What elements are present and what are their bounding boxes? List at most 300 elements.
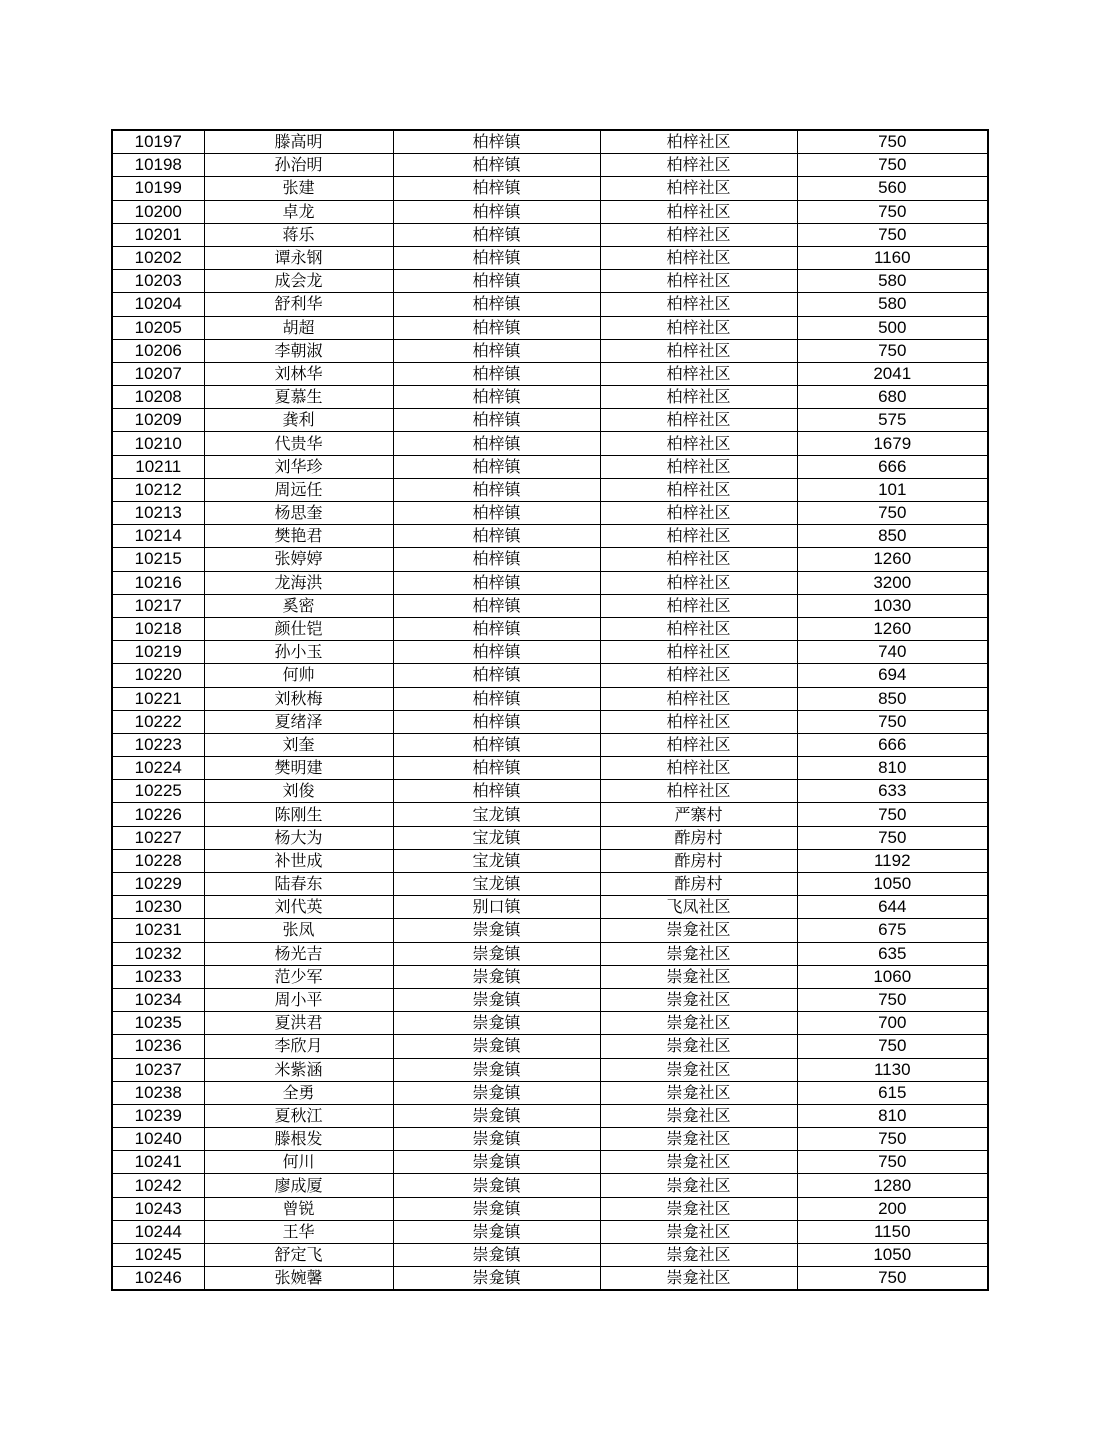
- id-cell: 10222: [112, 710, 204, 733]
- town-cell: 崇龛镇: [393, 1267, 600, 1291]
- name-cell: 胡超: [204, 316, 393, 339]
- id-cell: 10237: [112, 1058, 204, 1081]
- table-row: [112, 270, 988, 293]
- name-cell: 成会龙: [204, 270, 393, 293]
- id-cell: 10205: [112, 316, 204, 339]
- table-row: [112, 780, 988, 803]
- amount-cell: 750: [797, 223, 988, 246]
- table-row: [112, 502, 988, 525]
- town-cell: 柏梓镇: [393, 617, 600, 640]
- town-cell: 崇龛镇: [393, 1081, 600, 1104]
- amount-cell: 750: [797, 826, 988, 849]
- town-cell: 柏梓镇: [393, 687, 600, 710]
- amount-cell: 750: [797, 154, 988, 177]
- amount-cell: 560: [797, 177, 988, 200]
- name-cell: 孙治明: [204, 154, 393, 177]
- table-row: [112, 687, 988, 710]
- name-cell: 王华: [204, 1220, 393, 1243]
- id-cell: 10244: [112, 1220, 204, 1243]
- name-cell: 陈刚生: [204, 803, 393, 826]
- name-cell: 廖成厦: [204, 1174, 393, 1197]
- name-cell: 代贵华: [204, 432, 393, 455]
- name-cell: 周小平: [204, 988, 393, 1011]
- town-cell: 柏梓镇: [393, 270, 600, 293]
- community-cell: 崇龛社区: [600, 1081, 797, 1104]
- table-row: [112, 177, 988, 200]
- name-cell: 谭永钢: [204, 246, 393, 269]
- amount-cell: 675: [797, 919, 988, 942]
- community-cell: 柏梓社区: [600, 780, 797, 803]
- table-row: [112, 293, 988, 316]
- name-cell: 龚利: [204, 409, 393, 432]
- name-cell: 卓龙: [204, 200, 393, 223]
- community-cell: 柏梓社区: [600, 154, 797, 177]
- amount-cell: 1160: [797, 246, 988, 269]
- amount-cell: 575: [797, 409, 988, 432]
- table-row: [112, 664, 988, 687]
- id-cell: 10242: [112, 1174, 204, 1197]
- town-cell: 崇龛镇: [393, 965, 600, 988]
- id-cell: 10225: [112, 780, 204, 803]
- community-cell: 酢房村: [600, 849, 797, 872]
- table-row: [112, 200, 988, 223]
- amount-cell: 1150: [797, 1220, 988, 1243]
- name-cell: 刘俊: [204, 780, 393, 803]
- name-cell: 杨光吉: [204, 942, 393, 965]
- name-cell: 陆春东: [204, 873, 393, 896]
- community-cell: 柏梓社区: [600, 502, 797, 525]
- name-cell: 张婉馨: [204, 1267, 393, 1291]
- community-cell: 柏梓社区: [600, 130, 797, 154]
- amount-cell: 750: [797, 1128, 988, 1151]
- id-cell: 10198: [112, 154, 204, 177]
- name-cell: 夏慕生: [204, 386, 393, 409]
- id-cell: 10202: [112, 246, 204, 269]
- town-cell: 柏梓镇: [393, 664, 600, 687]
- name-cell: 舒定飞: [204, 1244, 393, 1267]
- id-cell: 10228: [112, 849, 204, 872]
- community-cell: 崇龛社区: [600, 919, 797, 942]
- amount-cell: 850: [797, 525, 988, 548]
- table-row: [112, 1174, 988, 1197]
- town-cell: 柏梓镇: [393, 432, 600, 455]
- table-row: [112, 409, 988, 432]
- community-cell: 柏梓社区: [600, 478, 797, 501]
- community-cell: 崇龛社区: [600, 1267, 797, 1291]
- name-cell: 颜仕铠: [204, 617, 393, 640]
- town-cell: 崇龛镇: [393, 942, 600, 965]
- amount-cell: 700: [797, 1012, 988, 1035]
- community-cell: 柏梓社区: [600, 223, 797, 246]
- id-cell: 10239: [112, 1104, 204, 1127]
- table-row: [112, 316, 988, 339]
- id-cell: 10227: [112, 826, 204, 849]
- town-cell: 柏梓镇: [393, 362, 600, 385]
- community-cell: 柏梓社区: [600, 409, 797, 432]
- table-row: [112, 525, 988, 548]
- town-cell: 柏梓镇: [393, 154, 600, 177]
- community-cell: 飞凤社区: [600, 896, 797, 919]
- id-cell: 10203: [112, 270, 204, 293]
- community-cell: 柏梓社区: [600, 339, 797, 362]
- town-cell: 柏梓镇: [393, 733, 600, 756]
- id-cell: 10208: [112, 386, 204, 409]
- name-cell: 舒利华: [204, 293, 393, 316]
- table-row: [112, 1128, 988, 1151]
- amount-cell: 1260: [797, 617, 988, 640]
- name-cell: 刘华珍: [204, 455, 393, 478]
- id-cell: 10230: [112, 896, 204, 919]
- name-cell: 滕根发: [204, 1128, 393, 1151]
- community-cell: 崇龛社区: [600, 1128, 797, 1151]
- town-cell: 柏梓镇: [393, 177, 600, 200]
- name-cell: 龙海洪: [204, 571, 393, 594]
- amount-cell: 740: [797, 641, 988, 664]
- name-cell: 夏洪君: [204, 1012, 393, 1035]
- name-cell: 刘奎: [204, 733, 393, 756]
- name-cell: 刘代英: [204, 896, 393, 919]
- table-row: [112, 386, 988, 409]
- town-cell: 崇龛镇: [393, 1058, 600, 1081]
- amount-cell: 633: [797, 780, 988, 803]
- community-cell: 柏梓社区: [600, 548, 797, 571]
- id-cell: 10223: [112, 733, 204, 756]
- id-cell: 10246: [112, 1267, 204, 1291]
- table-row: [112, 478, 988, 501]
- table-row: [112, 710, 988, 733]
- community-cell: 柏梓社区: [600, 664, 797, 687]
- table-row: [112, 130, 988, 154]
- town-cell: 柏梓镇: [393, 409, 600, 432]
- table-body: [112, 130, 988, 1290]
- community-cell: 柏梓社区: [600, 571, 797, 594]
- amount-cell: 200: [797, 1197, 988, 1220]
- table-row: [112, 1081, 988, 1104]
- amount-cell: 750: [797, 1035, 988, 1058]
- amount-cell: 750: [797, 130, 988, 154]
- town-cell: 崇龛镇: [393, 1151, 600, 1174]
- table-row: [112, 1244, 988, 1267]
- town-cell: 柏梓镇: [393, 246, 600, 269]
- town-cell: 崇龛镇: [393, 1220, 600, 1243]
- id-cell: 10218: [112, 617, 204, 640]
- town-cell: 柏梓镇: [393, 455, 600, 478]
- name-cell: 张建: [204, 177, 393, 200]
- town-cell: 别口镇: [393, 896, 600, 919]
- town-cell: 柏梓镇: [393, 710, 600, 733]
- community-cell: 崇龛社区: [600, 965, 797, 988]
- community-cell: 严寨村: [600, 803, 797, 826]
- id-cell: 10219: [112, 641, 204, 664]
- table-row: [112, 1104, 988, 1127]
- community-cell: 崇龛社区: [600, 1244, 797, 1267]
- table-row: [112, 1197, 988, 1220]
- amount-cell: 1030: [797, 594, 988, 617]
- amount-cell: 1192: [797, 849, 988, 872]
- table-row: [112, 826, 988, 849]
- community-cell: 酢房村: [600, 826, 797, 849]
- amount-cell: 1130: [797, 1058, 988, 1081]
- name-cell: 樊明建: [204, 757, 393, 780]
- name-cell: 樊艳君: [204, 525, 393, 548]
- id-cell: 10211: [112, 455, 204, 478]
- name-cell: 米紫涵: [204, 1058, 393, 1081]
- town-cell: 柏梓镇: [393, 502, 600, 525]
- id-cell: 10199: [112, 177, 204, 200]
- table-row: [112, 896, 988, 919]
- name-cell: 刘林华: [204, 362, 393, 385]
- id-cell: 10241: [112, 1151, 204, 1174]
- amount-cell: 1050: [797, 873, 988, 896]
- id-cell: 10204: [112, 293, 204, 316]
- name-cell: 夏秋江: [204, 1104, 393, 1127]
- data-table: [111, 129, 989, 1291]
- name-cell: 补世成: [204, 849, 393, 872]
- amount-cell: 580: [797, 293, 988, 316]
- name-cell: 李朝淑: [204, 339, 393, 362]
- amount-cell: 810: [797, 1104, 988, 1127]
- town-cell: 柏梓镇: [393, 223, 600, 246]
- table-row: [112, 455, 988, 478]
- id-cell: 10231: [112, 919, 204, 942]
- town-cell: 崇龛镇: [393, 1244, 600, 1267]
- town-cell: 柏梓镇: [393, 130, 600, 154]
- amount-cell: 635: [797, 942, 988, 965]
- amount-cell: 750: [797, 1151, 988, 1174]
- town-cell: 宝龙镇: [393, 826, 600, 849]
- name-cell: 张凤: [204, 919, 393, 942]
- community-cell: 崇龛社区: [600, 942, 797, 965]
- community-cell: 柏梓社区: [600, 316, 797, 339]
- community-cell: 柏梓社区: [600, 362, 797, 385]
- name-cell: 何帅: [204, 664, 393, 687]
- table-row: [112, 246, 988, 269]
- town-cell: 崇龛镇: [393, 1035, 600, 1058]
- town-cell: 柏梓镇: [393, 548, 600, 571]
- town-cell: 柏梓镇: [393, 641, 600, 664]
- community-cell: 柏梓社区: [600, 386, 797, 409]
- id-cell: 10213: [112, 502, 204, 525]
- name-cell: 蒋乐: [204, 223, 393, 246]
- name-cell: 张婷婷: [204, 548, 393, 571]
- community-cell: 柏梓社区: [600, 293, 797, 316]
- table-row: [112, 965, 988, 988]
- amount-cell: 750: [797, 200, 988, 223]
- amount-cell: 750: [797, 339, 988, 362]
- amount-cell: 500: [797, 316, 988, 339]
- amount-cell: 750: [797, 1267, 988, 1291]
- town-cell: 崇龛镇: [393, 1012, 600, 1035]
- name-cell: 奚密: [204, 594, 393, 617]
- id-cell: 10197: [112, 130, 204, 154]
- community-cell: 柏梓社区: [600, 200, 797, 223]
- id-cell: 10236: [112, 1035, 204, 1058]
- table-row: [112, 617, 988, 640]
- amount-cell: 666: [797, 733, 988, 756]
- community-cell: 柏梓社区: [600, 177, 797, 200]
- amount-cell: 1050: [797, 1244, 988, 1267]
- amount-cell: 694: [797, 664, 988, 687]
- town-cell: 柏梓镇: [393, 293, 600, 316]
- table-row: [112, 1220, 988, 1243]
- id-cell: 10243: [112, 1197, 204, 1220]
- name-cell: 杨大为: [204, 826, 393, 849]
- amount-cell: 750: [797, 502, 988, 525]
- id-cell: 10238: [112, 1081, 204, 1104]
- table-row: [112, 757, 988, 780]
- town-cell: 柏梓镇: [393, 757, 600, 780]
- community-cell: 柏梓社区: [600, 641, 797, 664]
- community-cell: 酢房村: [600, 873, 797, 896]
- table-row: [112, 1012, 988, 1035]
- town-cell: 柏梓镇: [393, 478, 600, 501]
- amount-cell: 2041: [797, 362, 988, 385]
- id-cell: 10226: [112, 803, 204, 826]
- community-cell: 柏梓社区: [600, 594, 797, 617]
- id-cell: 10233: [112, 965, 204, 988]
- community-cell: 崇龛社区: [600, 1174, 797, 1197]
- community-cell: 柏梓社区: [600, 525, 797, 548]
- town-cell: 宝龙镇: [393, 849, 600, 872]
- id-cell: 10224: [112, 757, 204, 780]
- table-row: [112, 1035, 988, 1058]
- table-row: [112, 154, 988, 177]
- amount-cell: 580: [797, 270, 988, 293]
- id-cell: 10220: [112, 664, 204, 687]
- amount-cell: 850: [797, 687, 988, 710]
- id-cell: 10216: [112, 571, 204, 594]
- town-cell: 崇龛镇: [393, 919, 600, 942]
- table-row: [112, 339, 988, 362]
- town-cell: 柏梓镇: [393, 571, 600, 594]
- table-row: [112, 942, 988, 965]
- community-cell: 崇龛社区: [600, 1012, 797, 1035]
- amount-cell: 1280: [797, 1174, 988, 1197]
- amount-cell: 615: [797, 1081, 988, 1104]
- town-cell: 柏梓镇: [393, 594, 600, 617]
- id-cell: 10215: [112, 548, 204, 571]
- table-row: [112, 362, 988, 385]
- name-cell: 曾锐: [204, 1197, 393, 1220]
- amount-cell: 1679: [797, 432, 988, 455]
- name-cell: 全勇: [204, 1081, 393, 1104]
- town-cell: 崇龛镇: [393, 1174, 600, 1197]
- community-cell: 崇龛社区: [600, 1035, 797, 1058]
- town-cell: 柏梓镇: [393, 316, 600, 339]
- town-cell: 崇龛镇: [393, 988, 600, 1011]
- table-row: [112, 548, 988, 571]
- table-row: [112, 733, 988, 756]
- id-cell: 10206: [112, 339, 204, 362]
- name-cell: 何川: [204, 1151, 393, 1174]
- town-cell: 崇龛镇: [393, 1104, 600, 1127]
- amount-cell: 1260: [797, 548, 988, 571]
- table-row: [112, 849, 988, 872]
- amount-cell: 101: [797, 478, 988, 501]
- town-cell: 宝龙镇: [393, 803, 600, 826]
- amount-cell: 750: [797, 803, 988, 826]
- id-cell: 10207: [112, 362, 204, 385]
- id-cell: 10209: [112, 409, 204, 432]
- town-cell: 柏梓镇: [393, 386, 600, 409]
- id-cell: 10234: [112, 988, 204, 1011]
- community-cell: 柏梓社区: [600, 710, 797, 733]
- community-cell: 柏梓社区: [600, 733, 797, 756]
- town-cell: 柏梓镇: [393, 200, 600, 223]
- amount-cell: 750: [797, 988, 988, 1011]
- town-cell: 宝龙镇: [393, 873, 600, 896]
- table-row: [112, 223, 988, 246]
- community-cell: 柏梓社区: [600, 687, 797, 710]
- community-cell: 柏梓社区: [600, 270, 797, 293]
- table-row: [112, 1151, 988, 1174]
- table-row: [112, 1267, 988, 1291]
- community-cell: 柏梓社区: [600, 246, 797, 269]
- id-cell: 10200: [112, 200, 204, 223]
- town-cell: 柏梓镇: [393, 339, 600, 362]
- name-cell: 刘秋梅: [204, 687, 393, 710]
- amount-cell: 1060: [797, 965, 988, 988]
- amount-cell: 750: [797, 710, 988, 733]
- id-cell: 10214: [112, 525, 204, 548]
- amount-cell: 810: [797, 757, 988, 780]
- table-row: [112, 919, 988, 942]
- community-cell: 柏梓社区: [600, 757, 797, 780]
- amount-cell: 666: [797, 455, 988, 478]
- table-row: [112, 571, 988, 594]
- id-cell: 10235: [112, 1012, 204, 1035]
- community-cell: 柏梓社区: [600, 432, 797, 455]
- town-cell: 柏梓镇: [393, 525, 600, 548]
- town-cell: 崇龛镇: [393, 1128, 600, 1151]
- name-cell: 滕高明: [204, 130, 393, 154]
- community-cell: 崇龛社区: [600, 1220, 797, 1243]
- town-cell: 柏梓镇: [393, 780, 600, 803]
- community-cell: 柏梓社区: [600, 617, 797, 640]
- table-row: [112, 1058, 988, 1081]
- community-cell: 崇龛社区: [600, 1104, 797, 1127]
- name-cell: 范少军: [204, 965, 393, 988]
- id-cell: 10217: [112, 594, 204, 617]
- table-row: [112, 432, 988, 455]
- amount-cell: 644: [797, 896, 988, 919]
- name-cell: 周远任: [204, 478, 393, 501]
- id-cell: 10210: [112, 432, 204, 455]
- table-row: [112, 803, 988, 826]
- name-cell: 杨思奎: [204, 502, 393, 525]
- id-cell: 10212: [112, 478, 204, 501]
- table-row: [112, 594, 988, 617]
- table-row: [112, 873, 988, 896]
- table-row: [112, 641, 988, 664]
- community-cell: 崇龛社区: [600, 1058, 797, 1081]
- town-cell: 崇龛镇: [393, 1197, 600, 1220]
- id-cell: 10229: [112, 873, 204, 896]
- community-cell: 崇龛社区: [600, 1151, 797, 1174]
- name-cell: 夏绪泽: [204, 710, 393, 733]
- name-cell: 孙小玉: [204, 641, 393, 664]
- id-cell: 10221: [112, 687, 204, 710]
- id-cell: 10201: [112, 223, 204, 246]
- table-row: [112, 988, 988, 1011]
- community-cell: 柏梓社区: [600, 455, 797, 478]
- community-cell: 崇龛社区: [600, 988, 797, 1011]
- name-cell: 李欣月: [204, 1035, 393, 1058]
- amount-cell: 680: [797, 386, 988, 409]
- amount-cell: 3200: [797, 571, 988, 594]
- community-cell: 崇龛社区: [600, 1197, 797, 1220]
- id-cell: 10245: [112, 1244, 204, 1267]
